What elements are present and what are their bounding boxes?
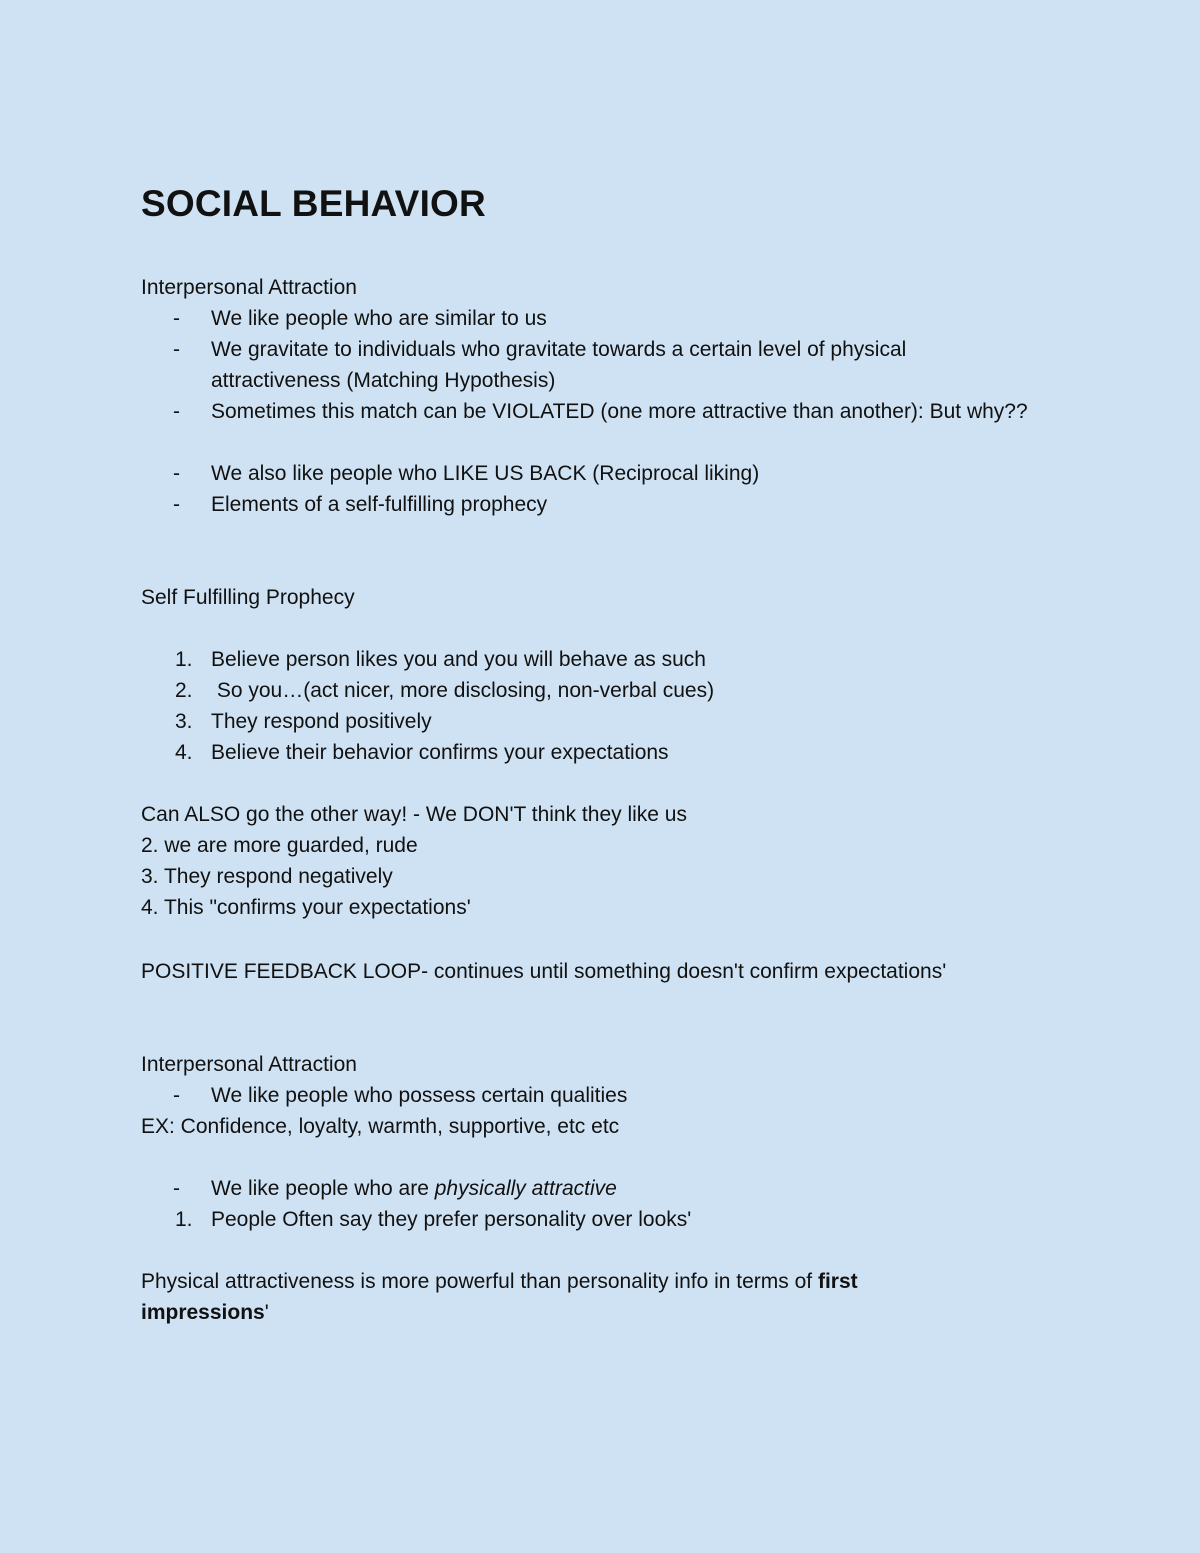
numbered-item-text: People Often say they prefer personality over looks': [211, 1208, 692, 1231]
closing-text: Physical attractiveness is more powerful than personality info in terms of: [141, 1270, 818, 1293]
list-item-text: We like people who are similar to us: [211, 307, 547, 330]
dash-bullet: -: [173, 400, 180, 423]
item-number: 1.: [175, 648, 193, 671]
closing-paragraph-line-2: [141, 1297, 269, 1328]
feedback-loop-paragraph: POSITIVE FEEDBACK LOOP- continues until something doesn't confirm expectations': [141, 960, 947, 983]
emphasis-text: physically attractive: [434, 1177, 617, 1200]
dash-bullet: -: [173, 307, 180, 330]
dash-bullet: -: [173, 1084, 180, 1107]
list-item-text: We like people who possess certain qualities: [211, 1084, 628, 1107]
paragraph-line: Can ALSO go the other way! - We DON'T think they like us: [141, 803, 687, 826]
section-heading-self-fulfilling-prophecy: Self Fulfilling Prophecy: [141, 586, 355, 609]
section-heading-interpersonal-attraction: Interpersonal Attraction: [141, 1053, 357, 1076]
item-number: 2.: [175, 679, 193, 702]
paragraph-line: 2. we are more guarded, rude: [141, 834, 418, 857]
list-item-text-prefix: We like people who are: [211, 1177, 435, 1200]
dash-bullet: -: [173, 462, 180, 485]
item-number: 3.: [175, 710, 193, 733]
numbered-item-text: So you…(act nicer, more disclosing, non-verbal cues): [211, 679, 715, 702]
bold-text: first: [817, 1270, 858, 1293]
list-item-text: Elements of a self-fulfilling prophecy: [211, 493, 548, 516]
list-item-text: We also like people who LIKE US BACK (Reciprocal liking): [211, 462, 760, 485]
item-number: 4.: [175, 741, 193, 764]
list-item-text: Sometimes this match can be VIOLATED (one more attractive than another): But why??: [211, 400, 1028, 423]
closing-suffix: ': [264, 1301, 269, 1324]
numbered-item-text: Believe person likes you and you will behave as such: [211, 648, 706, 671]
list-item-text: [211, 1173, 1071, 1204]
bold-text: impressions: [141, 1301, 265, 1324]
dash-bullet: -: [173, 1177, 180, 1200]
example-line: EX: Confidence, loyalty, warmth, supportive, etc etc: [141, 1115, 620, 1138]
dash-bullet: -: [173, 493, 180, 516]
numbered-item-text: Believe their behavior confirms your expectations: [211, 741, 669, 764]
item-number: 1.: [175, 1208, 193, 1231]
paragraph-line: 4. This "confirms your expectations': [141, 896, 471, 919]
closing-paragraph-line-1: [141, 1266, 858, 1297]
section-heading-interpersonal-attraction: Interpersonal Attraction: [141, 276, 357, 299]
dash-bullet: -: [173, 338, 180, 361]
numbered-item-text: They respond positively: [211, 710, 432, 733]
paragraph-line: 3. They respond negatively: [141, 865, 393, 888]
list-item-text: We gravitate to individuals who gravitate towards a certain level of physical attractiveness (Matching Hypothesis): [211, 338, 907, 392]
page-title: SOCIAL BEHAVIOR: [141, 183, 486, 224]
